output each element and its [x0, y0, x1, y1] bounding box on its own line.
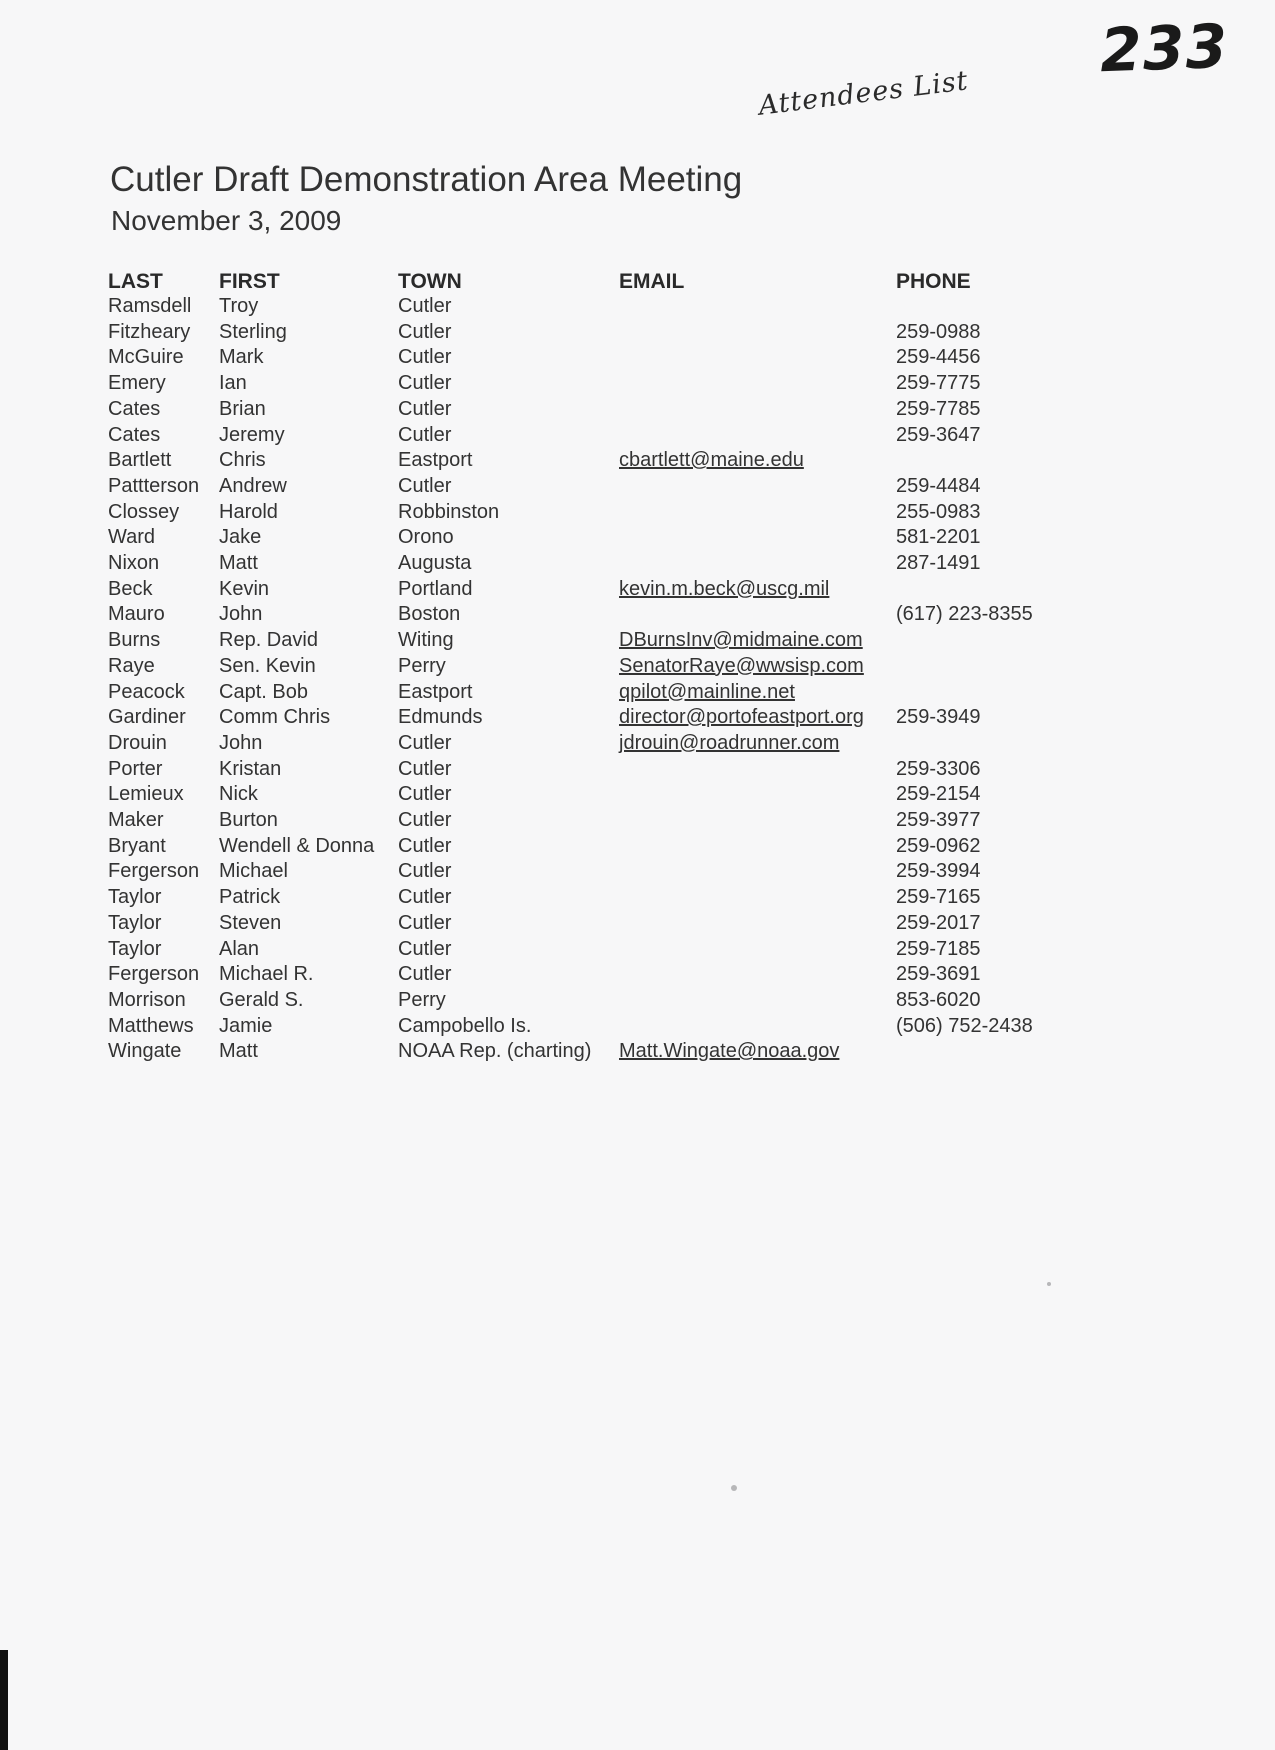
- cell-phone: 259-2017: [896, 911, 981, 934]
- cell-town: Campobello Is.: [398, 1014, 532, 1037]
- cell-last: Nixon: [108, 552, 160, 575]
- cell-town: Cutler: [398, 937, 452, 960]
- cell-email: [619, 474, 896, 500]
- cell-phone: 259-0988: [896, 320, 981, 343]
- table-row: [108, 962, 1066, 988]
- cell-first: Sen. Kevin: [219, 654, 316, 677]
- table-row: [108, 705, 1066, 731]
- table-row: [108, 320, 1066, 346]
- cell-phone: 259-7775: [896, 372, 981, 395]
- cell-phone: 259-7165: [896, 886, 981, 909]
- cell-town: Cutler: [398, 397, 452, 420]
- cell-email: [619, 500, 896, 526]
- cell-last: Cates: [108, 397, 161, 420]
- cell-phone: 853-6020: [896, 988, 981, 1011]
- cell-town: Augusta: [398, 552, 472, 575]
- cell-phone: [896, 654, 1066, 680]
- cell-email: [619, 448, 896, 474]
- cell-email: [619, 602, 896, 628]
- table-row: [108, 423, 1066, 449]
- header-row: [108, 264, 1066, 294]
- cell-first: Matt: [219, 1040, 258, 1063]
- cell-first: Burton: [219, 809, 278, 832]
- cell-first: Ian: [219, 372, 247, 395]
- cell-first: Steven: [219, 911, 282, 934]
- scan-edge-mark: [0, 1650, 8, 1750]
- column-header-town: TOWN: [398, 270, 462, 293]
- column-header-email: EMAIL: [619, 270, 685, 293]
- cell-town: Cutler: [398, 911, 452, 934]
- column-header-phone: PHONE: [896, 270, 971, 293]
- cell-email: [619, 834, 896, 860]
- table-row: [108, 474, 1066, 500]
- cell-first: Capt. Bob: [219, 680, 308, 703]
- scan-speck: [1047, 1282, 1051, 1286]
- table-row: [108, 911, 1066, 937]
- cell-last: Mauro: [108, 603, 165, 626]
- table-row: [108, 834, 1066, 860]
- cell-first: Alan: [219, 937, 260, 960]
- page-number: 233: [1098, 11, 1230, 87]
- cell-phone: 259-4456: [896, 346, 981, 369]
- cell-first: Brian: [219, 397, 266, 420]
- cell-town: Edmunds: [398, 706, 483, 729]
- cell-last: Gardiner: [108, 706, 186, 729]
- table-row: [108, 602, 1066, 628]
- cell-town: Robbinston: [398, 500, 500, 523]
- handwritten-note: Attendees List: [756, 65, 971, 122]
- scan-speck: [731, 1485, 737, 1491]
- table-row: [108, 808, 1066, 834]
- table-row: [108, 294, 1066, 320]
- cell-email: [619, 782, 896, 808]
- cell-town: Orono: [398, 526, 454, 549]
- table-row: [108, 397, 1066, 423]
- cell-town: Cutler: [398, 757, 452, 780]
- cell-phone: 259-0962: [896, 834, 981, 857]
- email-link[interactable]: jdrouin@roadrunner.com: [619, 731, 840, 754]
- cell-first: Jamie: [219, 1014, 273, 1037]
- email-link[interactable]: SenatorRaye@wwsisp.com: [619, 654, 864, 677]
- cell-phone: 259-3949: [896, 706, 981, 729]
- cell-email: [619, 859, 896, 885]
- cell-email: [619, 628, 896, 654]
- cell-email: [619, 397, 896, 423]
- cell-town: Witing: [398, 629, 454, 652]
- cell-last: Fergerson: [108, 963, 200, 986]
- cell-email: [619, 345, 896, 371]
- cell-last: Lemieux: [108, 783, 184, 806]
- table-row: [108, 782, 1066, 808]
- attendees-table: [108, 264, 1066, 1065]
- cell-email: [619, 937, 896, 963]
- cell-first: Michael R.: [219, 963, 314, 986]
- cell-phone: [896, 294, 1066, 320]
- table-row: [108, 448, 1066, 474]
- cell-last: Raye: [108, 654, 155, 677]
- cell-last: Emery: [108, 372, 166, 395]
- cell-town: NOAA Rep. (charting): [398, 1040, 592, 1063]
- table-row: [108, 885, 1066, 911]
- email-link[interactable]: qpilot@mainline.net: [619, 680, 795, 703]
- cell-last: Wingate: [108, 1040, 182, 1063]
- cell-phone: [896, 680, 1066, 706]
- cell-email: [619, 294, 896, 320]
- cell-email: [619, 962, 896, 988]
- cell-email: [619, 525, 896, 551]
- cell-last: Drouin: [108, 731, 167, 754]
- cell-town: Cutler: [398, 372, 452, 395]
- cell-first: Nick: [219, 783, 258, 806]
- email-link[interactable]: kevin.m.beck@uscg.mil: [619, 577, 830, 600]
- cell-last: Cates: [108, 423, 161, 446]
- cell-last: Matthews: [108, 1014, 194, 1037]
- cell-first: Wendell & Donna: [219, 834, 375, 857]
- cell-town: Cutler: [398, 963, 452, 986]
- cell-first: Harold: [219, 500, 278, 523]
- cell-last: Morrison: [108, 988, 186, 1011]
- cell-town: Perry: [398, 654, 446, 677]
- cell-first: Rep. David: [219, 629, 318, 652]
- cell-email: [619, 757, 896, 783]
- table-row: [108, 1039, 1066, 1065]
- cell-first: Kevin: [219, 577, 270, 600]
- cell-email: [619, 320, 896, 346]
- table-row: [108, 859, 1066, 885]
- cell-town: Cutler: [398, 320, 452, 343]
- cell-phone: 259-2154: [896, 783, 981, 806]
- cell-email: [619, 551, 896, 577]
- cell-first: Michael: [219, 860, 288, 883]
- cell-email: [619, 371, 896, 397]
- cell-phone: [896, 628, 1066, 654]
- table-row: [108, 680, 1066, 706]
- cell-phone: 255-0983: [896, 500, 981, 523]
- cell-email: [619, 654, 896, 680]
- cell-first: Chris: [219, 449, 266, 472]
- cell-town: Cutler: [398, 295, 452, 317]
- table-row: [108, 628, 1066, 654]
- column-header-last: LAST: [108, 270, 163, 293]
- cell-email: [619, 1039, 896, 1065]
- cell-last: Bartlett: [108, 449, 172, 472]
- cell-last: Porter: [108, 757, 163, 780]
- table-row: [108, 757, 1066, 783]
- cell-town: Cutler: [398, 731, 452, 754]
- cell-town: Cutler: [398, 886, 452, 909]
- cell-email: [619, 1014, 896, 1040]
- cell-town: Cutler: [398, 346, 452, 369]
- cell-town: Cutler: [398, 860, 452, 883]
- cell-last: Taylor: [108, 911, 162, 934]
- cell-first: Patrick: [219, 886, 281, 909]
- cell-last: Ramsdell: [108, 295, 192, 317]
- cell-phone: 581-2201: [896, 526, 981, 549]
- cell-first: Kristan: [219, 757, 282, 780]
- cell-phone: 259-4484: [896, 474, 981, 497]
- cell-town: Eastport: [398, 449, 473, 472]
- cell-first: John: [219, 731, 263, 754]
- cell-first: Sterling: [219, 320, 287, 343]
- cell-last: Maker: [108, 809, 164, 832]
- cell-last: Clossey: [108, 500, 180, 523]
- cell-town: Cutler: [398, 423, 452, 446]
- cell-phone: (506) 752-2438: [896, 1014, 1033, 1037]
- email-link[interactable]: DBurnsInv@midmaine.com: [619, 629, 863, 652]
- cell-phone: 259-7185: [896, 937, 981, 960]
- cell-email: [619, 911, 896, 937]
- email-link[interactable]: Matt.Wingate@noaa.gov: [619, 1040, 840, 1063]
- table-row: [108, 577, 1066, 603]
- cell-email: [619, 423, 896, 449]
- cell-phone: 259-3691: [896, 963, 981, 986]
- cell-email: [619, 577, 896, 603]
- cell-town: Cutler: [398, 834, 452, 857]
- cell-email: [619, 885, 896, 911]
- table-row: [108, 500, 1066, 526]
- cell-phone: [896, 577, 1066, 603]
- document-date: November 3, 2009: [111, 205, 342, 236]
- cell-last: Peacock: [108, 680, 185, 703]
- cell-town: Perry: [398, 988, 446, 1011]
- cell-last: Beck: [108, 577, 153, 600]
- cell-town: Cutler: [398, 474, 452, 497]
- cell-phone: [896, 1039, 1066, 1065]
- cell-email: [619, 731, 896, 757]
- table-row: [108, 988, 1066, 1014]
- cell-last: Bryant: [108, 834, 166, 857]
- cell-town: Boston: [398, 603, 461, 626]
- cell-first: Andrew: [219, 474, 287, 497]
- cell-first: Jake: [219, 526, 262, 549]
- table-row: [108, 937, 1066, 963]
- table-row: [108, 551, 1066, 577]
- cell-first: Matt: [219, 552, 258, 575]
- table-row: [108, 731, 1066, 757]
- cell-first: Gerald S.: [219, 988, 304, 1011]
- attendee-rows: [108, 294, 1066, 1065]
- cell-email: [619, 808, 896, 834]
- cell-phone: [896, 731, 1066, 757]
- cell-last: Burns: [108, 629, 161, 652]
- cell-town: Portland: [398, 577, 473, 600]
- cell-last: Taylor: [108, 886, 162, 909]
- table-row: [108, 345, 1066, 371]
- cell-first: Mark: [219, 346, 264, 369]
- cell-email: [619, 680, 896, 706]
- table-row: [108, 654, 1066, 680]
- cell-email: [619, 988, 896, 1014]
- cell-phone: 259-3306: [896, 757, 981, 780]
- document-title: Cutler Draft Demonstration Area Meeting: [110, 160, 743, 199]
- cell-first: John: [219, 603, 263, 626]
- table-row: [108, 1014, 1066, 1040]
- cell-first: Troy: [219, 295, 259, 317]
- cell-last: Fitzheary: [108, 320, 191, 343]
- cell-phone: 259-3647: [896, 423, 981, 446]
- cell-phone: [896, 448, 1066, 474]
- cell-town: Cutler: [398, 809, 452, 832]
- table-row: [108, 525, 1066, 551]
- cell-phone: 287-1491: [896, 552, 981, 575]
- cell-first: Comm Chris: [219, 706, 331, 729]
- cell-last: Pattterson: [108, 474, 200, 497]
- cell-phone: 259-3977: [896, 809, 981, 832]
- cell-last: Ward: [108, 526, 156, 549]
- table-row: [108, 371, 1066, 397]
- column-header-first: FIRST: [219, 270, 280, 293]
- cell-email: [619, 705, 896, 731]
- cell-town: Cutler: [398, 783, 452, 806]
- cell-phone: 259-3994: [896, 860, 981, 883]
- cell-town: Eastport: [398, 680, 473, 703]
- cell-first: Jeremy: [219, 423, 285, 446]
- cell-last: McGuire: [108, 346, 184, 369]
- cell-phone: (617) 223-8355: [896, 603, 1033, 626]
- cell-last: Taylor: [108, 937, 162, 960]
- cell-last: Fergerson: [108, 860, 200, 883]
- email-link[interactable]: director@portofeastport.org: [619, 706, 864, 729]
- cell-phone: 259-7785: [896, 397, 981, 420]
- email-link[interactable]: cbartlett@maine.edu: [619, 449, 804, 472]
